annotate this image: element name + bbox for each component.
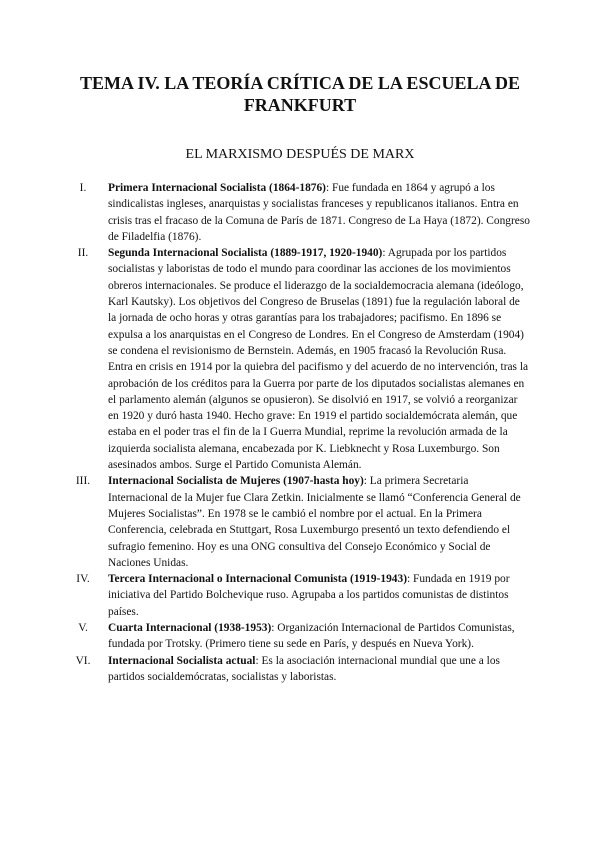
item-heading: Cuarta Internacional (1938-1953) — [108, 622, 272, 635]
internationals-list — [70, 180, 530, 685]
item-heading: Tercera Internacional o Internacional Comunista (1919-1943) — [108, 573, 407, 586]
item-numeral: V. — [78, 622, 88, 635]
item-numeral: I. — [79, 182, 87, 194]
item-numeral: VI. — [75, 654, 91, 667]
item-numeral: II. — [77, 247, 89, 260]
item-numeral: III. — [75, 475, 91, 488]
item-text: : Agrupada por los partidos socialistas y laboristas de todo el mundo para coordinar las acciones de los movimientos obreros internacionales. Se produce el liderazgo de la socialdemocracia alemana (ideólogo, Karl Kautsky). Los objetivos del Congreso de Bruselas (1891) fue la regulación laboral de la jornada de ocho horas y otras garantías para los trabajadores; pacifismo. En 1896 se expulsa a los anarquistas en el Congreso de Londres. En el Congreso de Amsterdam (1904) se condena el revisionismo de Bernstein. Además, en 1905 fracasó la Revolución Rusa. Entra en crisis en 1914 por la quiebra del pacifismo y del acuerdo de no intervención, tras la aprobación de los créditos para la Guerra por parte de los diputados socialistas alemanes en el parlamento alemán (algunos se opusieron). Se disolvió en 1917, se volvió a reorganizar en 1920 y duró hasta 1940. Hecho grave: En 1919 el partido socialdemócrata alemán, que estaba en el poder tras el fin de la I Guerra Mundial, reprime la revolución armada de la izquierda socialista alemana, encabezada por K. Liebknecht y Rosa Luxemburgo. Son asesinados ambos. Surge el Partido Comunista Alemán. — [108, 247, 529, 472]
list-item — [70, 571, 530, 620]
item-heading: Internacional Socialista actual — [108, 654, 256, 667]
item-text: : Fue fundada en 1864 y agrupó a los sindicalistas ingleses, anarquistas y socialistas franceses y republicanos italianos. Entra en crisis tras el fracaso de la Comuna de París de 1871. Congreso de La Haya (1872). Congreso de Filadelfia (1876). — [108, 182, 530, 243]
item-numeral: IV. — [76, 573, 90, 586]
item-heading: Internacional Socialista de Mujeres (1907-hasta hoy) — [108, 475, 364, 488]
item-heading: Primera Internacional Socialista (1864-1876) — [108, 182, 326, 194]
item-text: : Es la asociación internacional mundial que une a los partidos socialdemócratas, socialistas y laboristas. — [108, 654, 500, 683]
item-heading: Segunda Internacional Socialista (1889-1917, 1920-1940) — [108, 247, 383, 260]
list-item — [70, 473, 530, 571]
item-text: : Fundada en 1919 por iniciativa del Partido Bolchevique ruso. Agrupaba a los partidos comunistas de distintos países. — [108, 573, 510, 618]
list-item — [70, 620, 530, 653]
item-text: : La primera Secretaria Internacional de la Mujer fue Clara Zetkin. Inicialmente se llamó “Conferencia General de Mujeres Socialistas”. En 1978 se le cambió el nombre por el actual. En la Primera Conferencia, celebrada en Stuttgart, Rosa Luxemburgo presentó un texto defendiendo el sufragio femenino. Hoy es una ONG consultiva del Consejo Económico y Social de Naciones Unidas. — [108, 475, 521, 569]
item-text: : Organización Internacional de Partidos Comunistas, fundada por Trotsky. (Primero tiene su sede en París, y después en Nueva York). — [108, 622, 515, 651]
list-item — [70, 245, 530, 473]
document-title: TEMA IV. LA TEORÍA CRÍTICA DE LA ESCUELA DE FRANKFURT — [80, 73, 520, 115]
list-item — [70, 180, 530, 245]
section-subtitle: EL MARXISMO DESPUÉS DE MARX — [185, 147, 415, 162]
list-item — [70, 653, 530, 686]
